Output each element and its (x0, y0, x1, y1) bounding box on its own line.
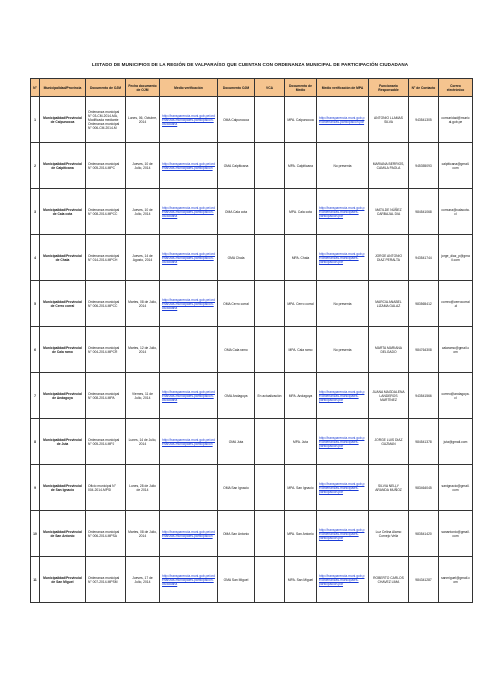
cell-vca (255, 465, 285, 511)
document-title: LISTADO DE MUNICIPIOS DE LA REGIÓN DE VALPARAÍSO QUE CUENTAN CON ORDENANZA MUNICIPAL DE PARTICIPACIÓN CIUDADANA (91, 62, 409, 67)
cell-row-number: 1 (31, 97, 40, 143)
table-row (31, 511, 473, 557)
cell-ojm-doc: OMA Calpunocoa (218, 97, 255, 143)
cell-email: correo@andagoya.cl (439, 373, 473, 419)
table-body (31, 97, 473, 603)
cell-responsible: JORGE LUIS DIAZ GUZMAN (369, 419, 409, 465)
cell-responsible: MATILDE NÚÑEZ CARBAJAL DIA (369, 189, 409, 235)
cell-responsible: JORGE ANTONIO DIAZ PERALTA (369, 235, 409, 281)
cell-ojm-date: Lunes, 28 de Julio de 2014 (126, 465, 160, 511)
cell-contact-number: 984541068 (409, 189, 439, 235)
cell-ojm-date: Lunes, 14 de Julio, 2014 (126, 419, 160, 465)
cell-link-mpa-link[interactable]: http://transparencia.muni.gob.pe/ordenanzas-municipales-participacion.pdf (317, 511, 369, 557)
column-header-responsible: Funcionario Responsable (369, 79, 409, 97)
cell-link-verification-link[interactable]: http://transparencia.muni.gob.pe/ordenanzas-municipales-participacion-ciudadana (160, 373, 218, 419)
cell-responsible: Luz Celina Alamo Cornejo Veliz (369, 511, 409, 557)
cell-ojm-document: Ordenanza municipal N° 014-2014-MPCH (86, 235, 126, 281)
cell-ojm-doc: OMA Calpiticana (218, 143, 255, 189)
cell-media-doc: MPA. Andagoya (285, 373, 317, 419)
cell-link-verification-link[interactable]: http://transparencia.muni.gob.pe/ordenanzas-municipales-participacion (160, 419, 218, 465)
cell-vca (255, 281, 285, 327)
cell-responsible: MARTA MARIANA DELGADO (369, 327, 409, 373)
cell-ojm-date: Lunes, 06, Octubre, 2014 (126, 97, 160, 143)
table-row (31, 373, 473, 419)
column-header-vca: VCA (255, 79, 285, 97)
cell-responsible: ROBERTO CARLOS CHAVEZ LIMA (369, 557, 409, 603)
table-row (31, 327, 473, 373)
cell-link-verification-link[interactable]: http://transparencia.muni.gob.pe/ordenanzas-municipales-participacion (160, 143, 218, 189)
cell-ojm-doc: OMA Andagoya (218, 373, 255, 419)
cell-municipality: Municipalidad/Provincial de Calpunocoa (40, 97, 86, 143)
cell-media-doc: MPA. San Antonio (285, 511, 317, 557)
cell-email: correo@cerrocorral.cl (439, 281, 473, 327)
municipality-table (30, 78, 473, 603)
cell-municipality: Municipalidad/Provincial de Cala ramo (40, 327, 86, 373)
cell-ojm-doc: OMA Juta (218, 419, 255, 465)
cell-row-number: 7 (31, 373, 40, 419)
cell-ojm-document: Ordenanza municipal N° 005-2014-MPC (86, 143, 126, 189)
cell-ojm-document: Ordenanza municipal N° 006-2014-MPSA (86, 511, 126, 557)
cell-link-mpa-link[interactable]: http://transparencia.muni.gob.pe/ordenanzas-municipales-participacion.pdf (317, 189, 369, 235)
cell-vca (255, 419, 285, 465)
cell-verification-link (160, 465, 218, 511)
cell-row-number: 11 (31, 557, 40, 603)
table-row (31, 419, 473, 465)
cell-responsible: JUANA MAGDALENA LANDEROS MARTÍNEZ (369, 373, 409, 419)
cell-email: calaramo@gmail.com (439, 327, 473, 373)
column-header-row-number: N° (31, 79, 40, 97)
cell-vca (255, 327, 285, 373)
cell-contact-number: 984764308 (409, 327, 439, 373)
cell-link-mpa-link[interactable]: http://transparencia.muni.gob.pe/ordenanzas-municipales-participacion.pdf (317, 373, 369, 419)
cell-contact-number: 983464045 (409, 465, 439, 511)
cell-email: sanmiguel@gmail.com (439, 557, 473, 603)
cell-link-verification-link[interactable]: http://transparencia.muni.gob.pe/ordenanzas-municipales-participacion-ciudadana (160, 97, 218, 143)
cell-media-doc: MPA. Cerro corral (285, 281, 317, 327)
cell-responsible: SILVIA NELLY ARANDA MUÑOZ (369, 465, 409, 511)
cell-contact-number: 943541566 (409, 373, 439, 419)
cell-responsible: MARIANA BERRIOS, CAMILA PAOLA (369, 143, 409, 189)
cell-vca (255, 143, 285, 189)
column-header-verification-link: Medio verificación (160, 79, 218, 97)
cell-email: calpiticana@gmail.com (439, 143, 473, 189)
cell-email: jorge_diaz_p@gmail.com (439, 235, 473, 281)
cell-row-number: 8 (31, 419, 40, 465)
cell-ojm-document: Ordenanza municipal N° 004-2014-MPCR (86, 327, 126, 373)
cell-link-mpa-link[interactable]: http://transparencia.muni.gob.pe/ordenanzas-municipales-participacion.pdf (317, 465, 369, 511)
cell-link-verification-link[interactable]: http://transparencia.muni.gob.pe/ordenanzas-municipales-participacion (160, 511, 218, 557)
cell-ojm-doc: OMA Cerro corral (218, 281, 255, 327)
cell-ojm-doc: OMA San Miguel (218, 557, 255, 603)
cell-municipality: Municipalidad/Provincial de Calpiticana (40, 143, 86, 189)
cell-media-doc: MPA. Calpunocoa (285, 97, 317, 143)
cell-media-doc: MPA. Cala ramo (285, 327, 317, 373)
cell-link-mpa-link[interactable]: http://transparencia.muni.gob.pe/ordenanzas-participacion.pdf (317, 97, 369, 143)
cell-ojm-document: Ordenanza municipal N° 007-2014-MPSM (86, 557, 126, 603)
cell-ojm-document: Ordenanza municipal N° 008-2014-MPCC (86, 189, 126, 235)
cell-municipality: Municipalidad/Provincial de San Antonio (40, 511, 86, 557)
cell-contact-number: 943541305 (409, 97, 439, 143)
cell-link-mpa-link[interactable]: http://transparencia.muni.gob.pe/ordenanzas-municipales-participacion.pdf (317, 557, 369, 603)
cell-ojm-doc: OMA Cala ramo (218, 327, 255, 373)
cell-mpa-link: No presenta (317, 327, 369, 373)
cell-ojm-date: Jueves, 14 de Agosto, 2014 (126, 235, 160, 281)
table-row (31, 143, 473, 189)
column-header-ojm-doc: Documento OJM (218, 79, 255, 97)
column-header-ojm-date: Fecha documento de OJM (126, 79, 160, 97)
cell-ojm-document: Ordenanza municipal N° 008-2014-MPA (86, 373, 126, 419)
cell-row-number: 6 (31, 327, 40, 373)
cell-contact-number: 984341287 (409, 557, 439, 603)
cell-row-number: 10 (31, 511, 40, 557)
cell-ojm-doc: OMA Cala cota (218, 189, 255, 235)
cell-row-number: 3 (31, 189, 40, 235)
cell-ojm-date: Martes, 12 de Julio, 2014 (126, 327, 160, 373)
cell-municipality: Municipalidad/Provincial de Cerro corral (40, 281, 86, 327)
cell-row-number: 2 (31, 143, 40, 189)
table-header-row (31, 79, 473, 97)
cell-mpa-link: No presenta (317, 281, 369, 327)
column-header-mpa-link: Medio verificación de MPA (317, 79, 369, 97)
cell-municipality: Municipalidad/Provincial de Andagoya (40, 373, 86, 419)
table-row (31, 465, 473, 511)
cell-media-doc: MPA. San Miguel (285, 557, 317, 603)
cell-media-doc: MPA. San Ignacio (285, 465, 317, 511)
cell-ojm-date: Martes, 08 de Julio, 2014 (126, 511, 160, 557)
cell-ojm-date: Jueves, 17 de Julio, 2014 (126, 557, 160, 603)
cell-media-doc: MPA. Cala cota (285, 189, 317, 235)
cell-ojm-date: Viernes, 11 de Julio, 2014 (126, 373, 160, 419)
cell-email: comuna@calacota.cl (439, 189, 473, 235)
cell-email: sanignacio@gmail.com (439, 465, 473, 511)
column-header-media-doc: Documento de Medio (285, 79, 317, 97)
cell-email: juta@gmail.com (439, 419, 473, 465)
cell-ojm-document: Oficio municipal N° 004-2014-MPSI (86, 465, 126, 511)
cell-vca (255, 189, 285, 235)
cell-municipality: Municipalidad/Provincial de Juta (40, 419, 86, 465)
cell-contact-number: 983565412 (409, 281, 439, 327)
table-row (31, 235, 473, 281)
cell-media-doc: MPA. Calpiticana (285, 143, 317, 189)
cell-municipality: Municipalidad/Provincial de Cala cota (40, 189, 86, 235)
cell-municipality: Municipalidad/Provincial de San Ignacio (40, 465, 86, 511)
cell-ojm-doc: OMA Chala (218, 235, 255, 281)
cell-link-verification-link[interactable]: http://transparencia.muni.gob.pe/ordenanzas-municipales-participacion-ciudadana (160, 281, 218, 327)
cell-link-verification-link[interactable]: http://transparencia.muni.gob.pe/ordenanzas-municipales-participacion-ciudadana (160, 235, 218, 281)
cell-link-verification-link[interactable]: http://transparencia.muni.gob.pe/ordenanzas-municipales-participacion-ciudadana (160, 557, 218, 603)
cell-contact-number: 984541378 (409, 419, 439, 465)
cell-row-number: 4 (31, 235, 40, 281)
cell-responsible: ANTONIO LLAMAS SILVA (369, 97, 409, 143)
table-row (31, 189, 473, 235)
column-header-contact-number: N° de Contacto (409, 79, 439, 97)
cell-row-number: 5 (31, 281, 40, 327)
cell-ojm-date: Jueves, 10 de Julio, 2014 (126, 143, 160, 189)
cell-ojm-doc: OMA San Ignacio (218, 465, 255, 511)
column-header-email: Correo electrónico (439, 79, 473, 97)
cell-municipality: Municipalidad/Provincial de Chala (40, 235, 86, 281)
cell-verification-link (160, 327, 218, 373)
cell-email: sanantonio@gmail.com (439, 511, 473, 557)
cell-email: comunidad@munical.gob.pe (439, 97, 473, 143)
table-row (31, 557, 473, 603)
cell-vca (255, 511, 285, 557)
cell-link-mpa-link[interactable]: http://transparencia.muni.gob.pe/ordenanzas-municipales-participacion.pdf (317, 419, 369, 465)
table-row (31, 97, 473, 143)
cell-link-verification-link[interactable]: http://transparencia.muni.gob.pe/ordenanzas-municipales-participacion-ciudadana (160, 189, 218, 235)
cell-contact-number: 945355093 (409, 143, 439, 189)
cell-vca (255, 97, 285, 143)
cell-ojm-document: Ordenanza municipal N° 005-2014-MPJ (86, 419, 126, 465)
cell-mpa-link: No presenta (317, 143, 369, 189)
cell-municipality: Municipalidad/Provincial de San Miguel (40, 557, 86, 603)
cell-row-number: 9 (31, 465, 40, 511)
cell-contact-number: 983541420 (409, 511, 439, 557)
column-header-municipality: Municipalidad/Provincia (40, 79, 86, 97)
table-row (31, 281, 473, 327)
cell-media-doc: MPA. Juta (285, 419, 317, 465)
cell-ojm-document: Ordenanza municipal N° 006-2014-MPCC (86, 281, 126, 327)
cell-media-doc: MPA. Chala (285, 235, 317, 281)
cell-ojm-date: Martes, 08 de Julio, 2014 (126, 281, 160, 327)
cell-vca (255, 235, 285, 281)
column-header-ojm-document: Documento de OJM (86, 79, 126, 97)
cell-ojm-date: Jueves, 10 de Julio, 2014 (126, 189, 160, 235)
cell-vca: En actualización (255, 373, 285, 419)
cell-vca (255, 557, 285, 603)
cell-link-mpa-link[interactable]: http://transparencia.muni.gob.pe/ordenanzas-municipales-participacion.pdf (317, 235, 369, 281)
cell-responsible: MARCIA ANABEL LIZAMA GALAZ (369, 281, 409, 327)
cell-contact-number: 943541744 (409, 235, 439, 281)
cell-ojm-doc: OMA San Antonio (218, 511, 255, 557)
cell-ojm-document: Ordenanza municipal N° 03-CM-2014-MA, Modificada mediante Ordenanza municipal N° 006-CM-2014-M (86, 97, 126, 143)
